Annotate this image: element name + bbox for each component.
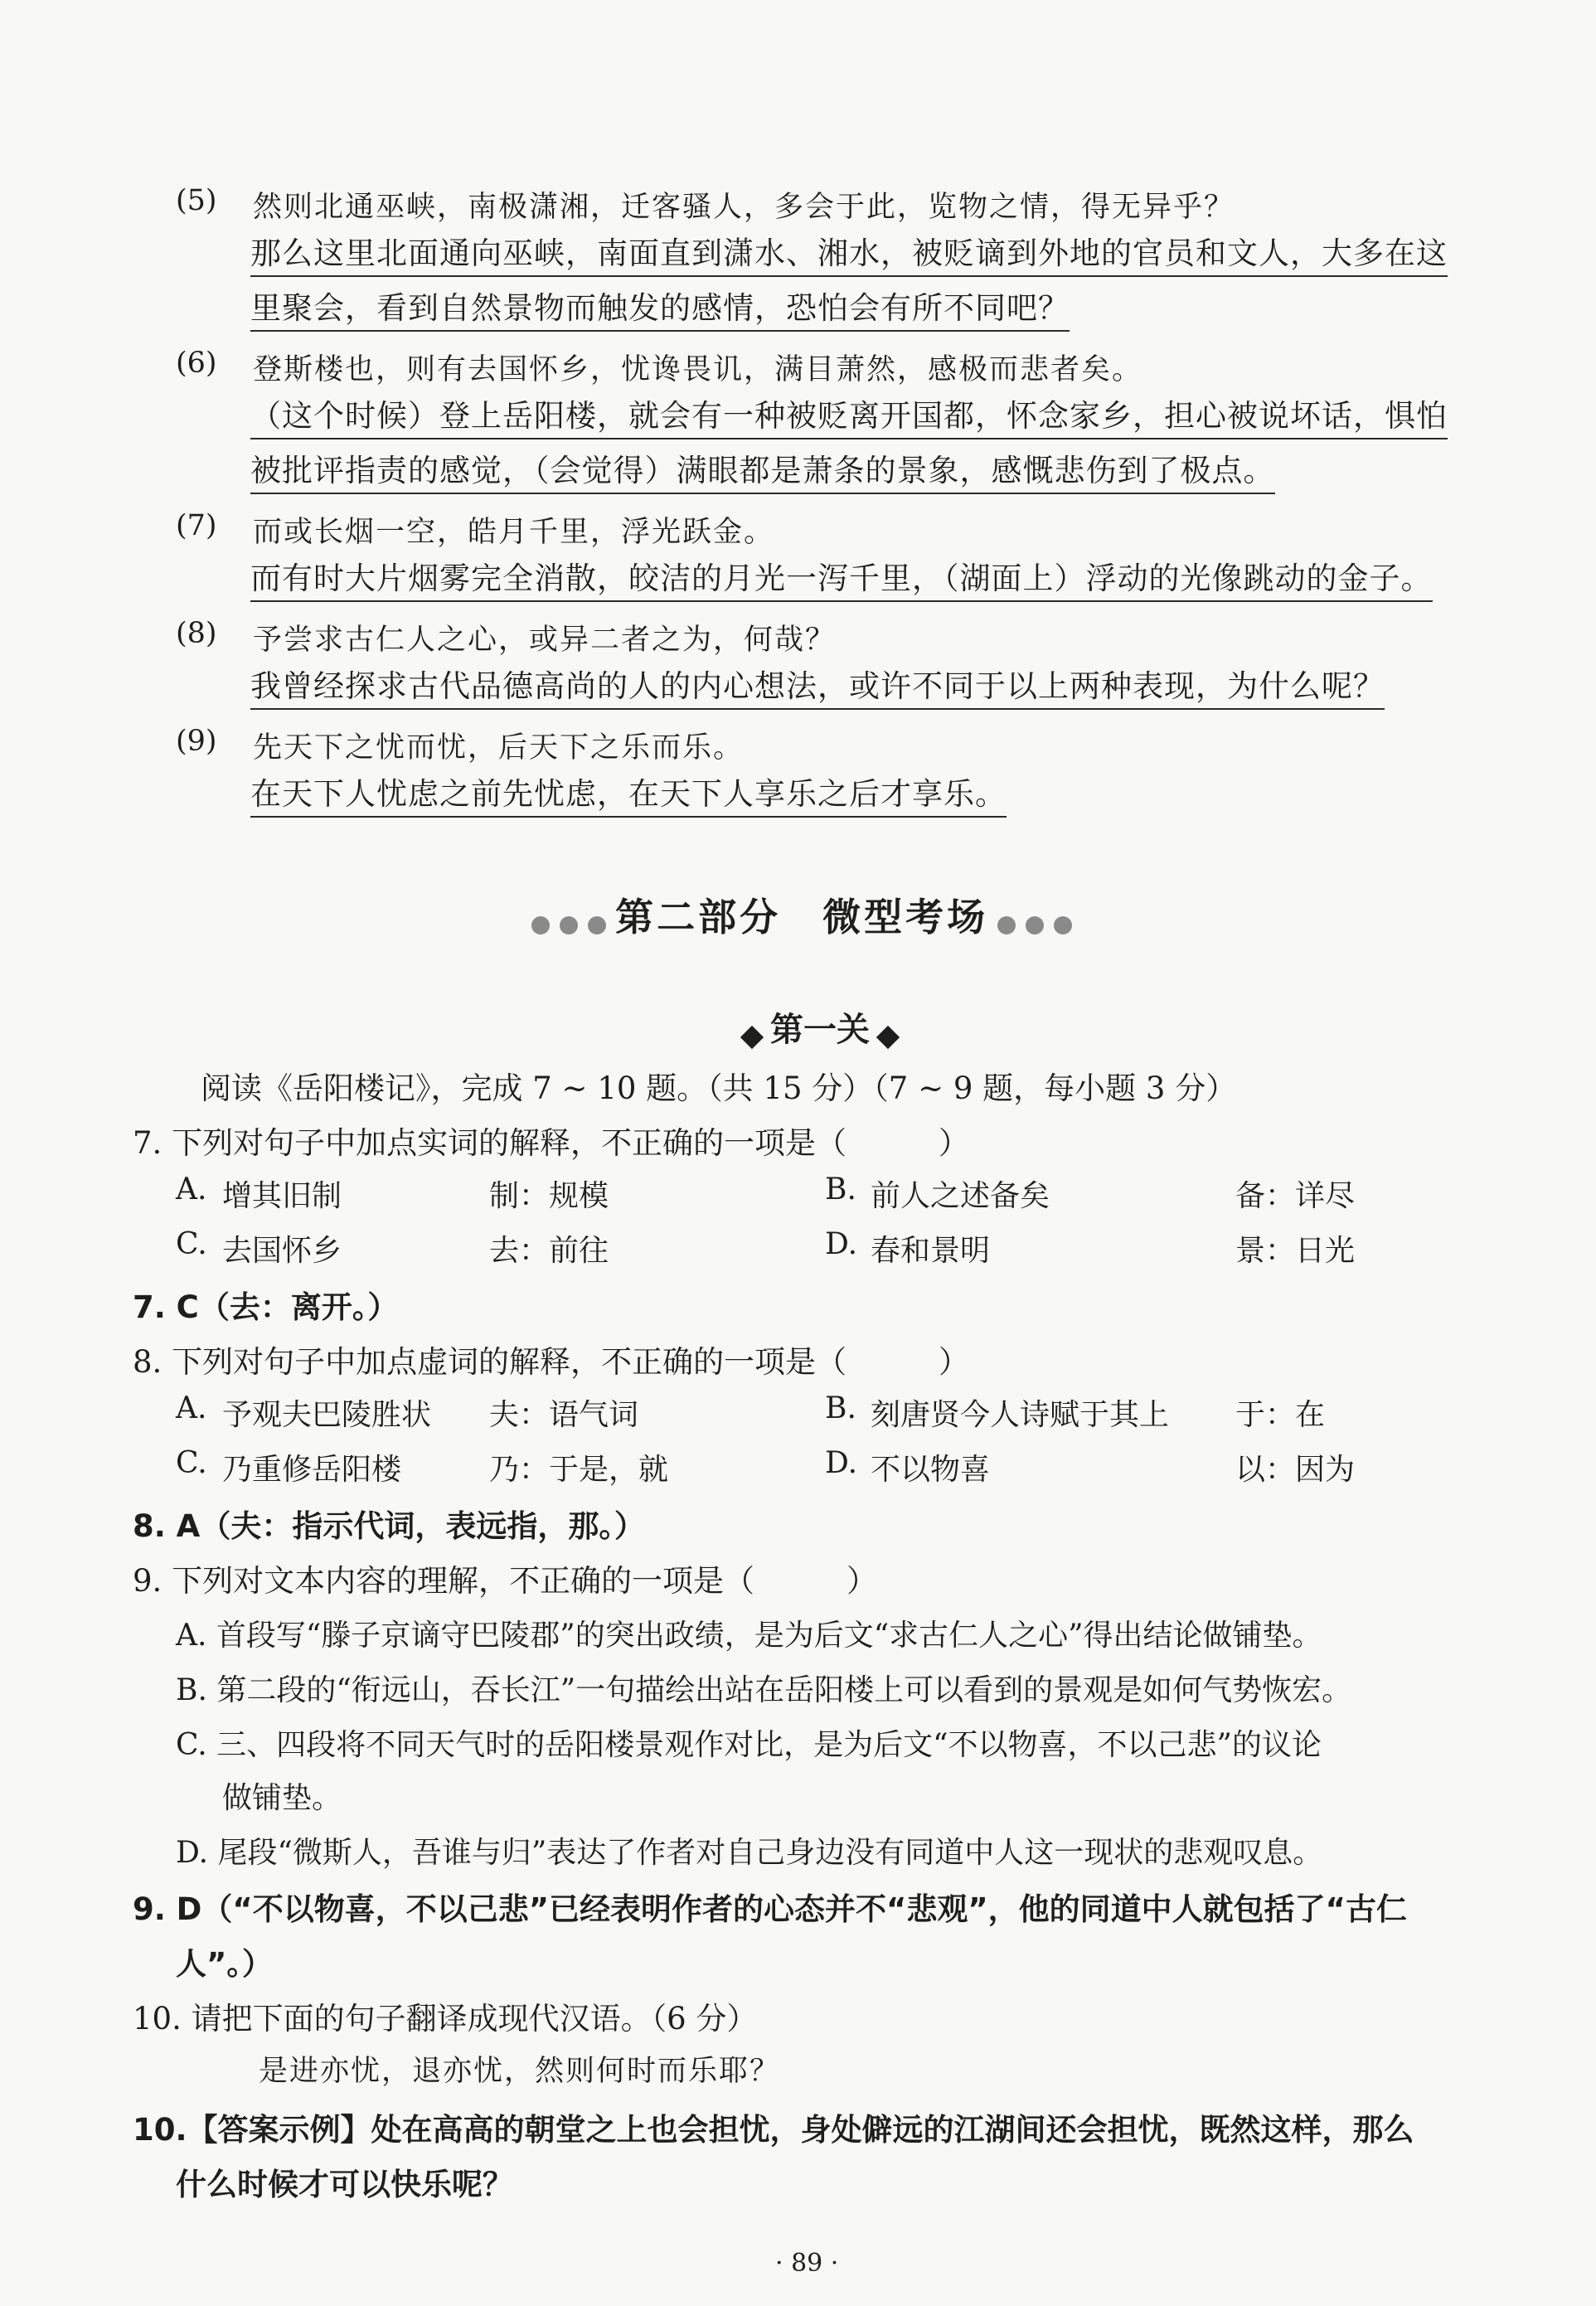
answer-text: 10.【答案示例】处在高高的朝堂之上也会担忧，身处僻远的江湖间还会担忧，既然这样，那么 <box>133 2112 1414 2148</box>
item-number: (8) <box>176 617 217 650</box>
source-sentence: 予尝求古仁人之心，或异二者之为，何哉？ <box>253 624 837 657</box>
item-number: (6) <box>176 347 217 380</box>
question-stem <box>133 1556 877 1600</box>
source-sentence: 登斯楼也，则有去国怀乡，忧谗畏讥，满目萧然，感极而悲者矣。 <box>253 353 1143 386</box>
option-phrase: 予观夫巴陵胜状 <box>222 1398 432 1432</box>
answer-text: 什么时候才可以快乐呢？ <box>176 2167 513 2202</box>
option-statement: A. 首段写“滕子京谪守巴陵郡”的突出政绩，是为后文“求古仁人之心”得出结论做铺垫。 <box>176 1619 1322 1653</box>
diamond-icon <box>876 1025 900 1048</box>
option-statement: D. 尾段“微斯人，吾谁与归”表达了作者对自己身边没有同道中人这一现状的悲观叹息。 <box>176 1836 1323 1870</box>
option-statement-continued: 做铺垫。 <box>222 1781 342 1815</box>
level-title: 第一关 <box>770 1010 870 1049</box>
answer-text: 7. C（去：离开。） <box>133 1289 399 1325</box>
emphasis-text: 不正确 <box>601 1125 694 1161</box>
option-phrase: 春和景明 <box>871 1234 991 1268</box>
item-number: (7) <box>176 509 217 542</box>
question-text: 9. 下列对文本内容的理解， <box>133 1563 510 1599</box>
translation-line: 那么这里北面通向巫峡，南面直到潇水、湘水，被贬谪到外地的官员和文人，大多在这 <box>250 232 1448 277</box>
option-label: B. <box>825 1391 856 1425</box>
answer-text: 8. A（夫：指示代词，表远指，那。） <box>133 1508 645 1544</box>
translation-line: 被批评指责的感觉，（会觉得）满眼都是萧条的景象，感慨悲伤到了极点。 <box>250 449 1275 494</box>
item-number: (9) <box>176 725 217 758</box>
level-header <box>734 1003 906 1051</box>
translation-line: 而有时大片烟雾完全消散，皎洁的月光一泻千里，（湖面上）浮动的光像跳动的金子。 <box>250 557 1433 602</box>
reading-instructions: 阅读《岳阳楼记》，完成 7 ~ 10 题。（共 15 分）（7 ~ 9 题，每小题 3 分） <box>201 1070 1237 1106</box>
option-label: A. <box>176 1172 207 1206</box>
page-number: · 89 · <box>775 2249 839 2278</box>
source-sentence: 然则北通巫峡，南极潇湘，迁客骚人，多会于此，览物之情，得无异乎？ <box>253 191 1235 224</box>
option-gloss: 乃：于是，就 <box>489 1453 669 1487</box>
decorative-dots <box>526 916 611 938</box>
option-label: C. <box>176 1446 207 1480</box>
option-gloss: 景：日光 <box>1235 1234 1356 1268</box>
translation-line: 里聚会，看到自然景物而触发的感情，恐怕会有所不同吧？ <box>250 287 1070 332</box>
question-text: 8. 下列对句子中加点虚词的解释， <box>133 1344 602 1380</box>
question-text: 的一项是（ ） <box>693 1344 970 1380</box>
option-phrase: 增其旧制 <box>222 1179 342 1213</box>
item-number: (5) <box>176 184 217 217</box>
option-statement: B. 第二段的“衔远山，吞长江”一句描绘出站在岳阳楼上可以看到的景观是如何气势恢宏。 <box>176 1673 1352 1707</box>
question-text: 的一项是（ ） <box>601 1563 878 1599</box>
answer-text: 人”。） <box>176 1946 273 1982</box>
option-gloss: 制：规模 <box>489 1179 609 1213</box>
emphasis-text: 不正确 <box>601 1344 694 1380</box>
question-stem <box>133 1118 969 1163</box>
decorative-dots <box>992 916 1077 938</box>
translation-line: （这个时候）登上岳阳楼，就会有一种被贬离开国都，怀念家乡，担心被说坏话，惧怕 <box>250 395 1448 439</box>
diamond-icon <box>740 1025 764 1048</box>
answer-text: 9. D（“不以物喜，不以己悲”已经表明作者的心态并不“悲观”，他的同道中人就包括了“古仁 <box>133 1891 1407 1927</box>
option-phrase: 前人之述备矣 <box>871 1179 1050 1213</box>
option-gloss: 夫：语气词 <box>489 1398 639 1432</box>
source-sentence: 先天下之忧而忧，后天下之乐而乐。 <box>253 731 745 765</box>
translation-line: 我曾经探求古代品德高尚的人的内心想法，或许不同于以上两种表现，为什么呢？ <box>250 665 1385 710</box>
option-phrase: 不以物喜 <box>871 1453 991 1487</box>
source-sentence: 而或长烟一空，皓月千里，浮光跃金。 <box>253 516 775 549</box>
option-label: C. <box>176 1227 207 1261</box>
emphasis-text: 不正确 <box>509 1563 602 1599</box>
option-phrase: 乃重修岳阳楼 <box>222 1453 402 1487</box>
part-title: 第二部分 微型考场 <box>615 895 989 939</box>
option-gloss: 以：因为 <box>1235 1453 1356 1487</box>
option-phrase: 去国怀乡 <box>222 1234 342 1268</box>
option-label: A. <box>176 1391 207 1425</box>
option-label: D. <box>825 1227 858 1261</box>
question-text: 的一项是（ ） <box>693 1125 970 1161</box>
option-label: B. <box>825 1172 856 1206</box>
option-gloss: 备：详尽 <box>1235 1179 1356 1213</box>
option-gloss: 于：在 <box>1235 1398 1326 1432</box>
question-text: 7. 下列对句子中加点实词的解释， <box>133 1125 602 1161</box>
source-sentence: 是进亦忧，退亦忧，然则何时而乐耶？ <box>259 2055 781 2088</box>
question-stem <box>133 1337 969 1381</box>
option-label: D. <box>825 1446 858 1480</box>
part-header <box>526 887 1077 942</box>
option-phrase: 刻唐贤今人诗赋于其上 <box>871 1398 1170 1432</box>
translation-line: 在天下人忧虑之前先忧虑，在天下人享乐之后才享乐。 <box>250 773 1007 818</box>
question-stem: 10. 请把下面的句子翻译成现代汉语。（6 分） <box>133 2001 758 2037</box>
option-statement: C. 三、四段将不同天气时的岳阳楼景观作对比，是为后文“不以物喜，不以己悲”的议论 <box>176 1728 1322 1762</box>
option-gloss: 去：前往 <box>489 1234 609 1268</box>
